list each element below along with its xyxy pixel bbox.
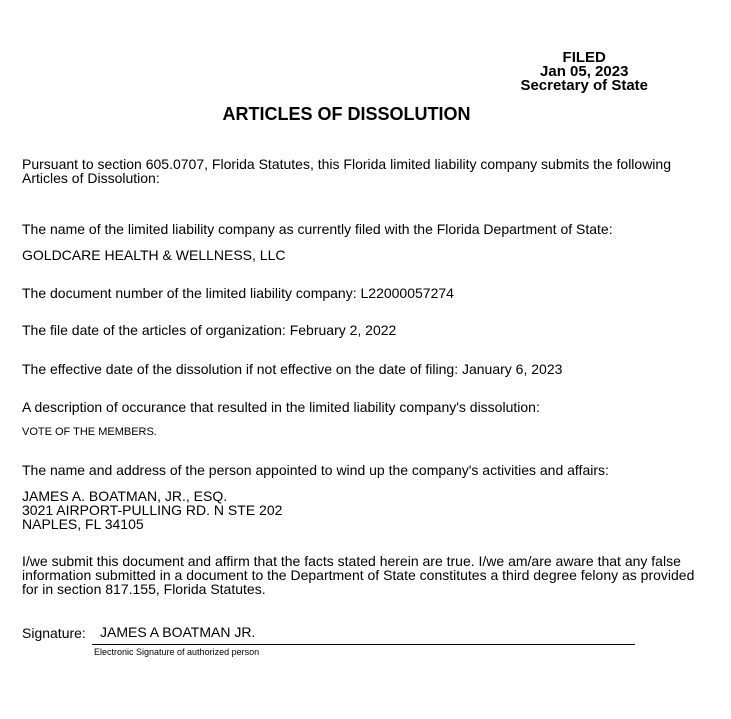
company-name-value: GOLDCARE HEALTH & WELLNESS, LLC	[22, 247, 286, 263]
company-name-label: The name of the limited liability company as currently filed with the Florida Department of State:	[22, 221, 613, 237]
file-date: The file date of the articles of organization: February 2, 2022	[22, 322, 397, 338]
affirmation-line-2: information submitted in a document to the Department of State constitutes a third degree felony as provided	[22, 567, 695, 583]
filed-office: Secretary of State	[520, 77, 648, 94]
filed-stamp	[520, 51, 648, 93]
occurrence-label: A description of occurance that resulted in the limited liability company's dissolution:	[22, 399, 540, 415]
occurrence-value: VOTE OF THE MEMBERS.	[22, 426, 157, 438]
intro-paragraph	[22, 157, 671, 185]
affirmation-paragraph	[22, 554, 694, 596]
document-number: The document number of the limited liability company: L22000057274	[22, 285, 454, 301]
signature-line	[92, 644, 635, 645]
intro-line-2: Articles of Dissolution:	[22, 170, 160, 186]
document-title: ARTICLES OF DISSOLUTION	[222, 104, 471, 124]
wind-up-block	[22, 489, 282, 531]
effective-date: The effective date of the dissolution if not effective on the date of filing: January 6, 2023	[22, 361, 563, 377]
affirmation-line-1: I/we submit this document and affirm that the facts stated herein are true. I/we am/are aware that any false	[22, 553, 681, 569]
filed-date: Jan 05, 2023	[540, 63, 629, 80]
intro-line-1: Pursuant to section 605.0707, Florida Statutes, this Florida limited liability company submits the following	[22, 156, 671, 172]
wind-up-address-1: 3021 AIRPORT-PULLING RD. N STE 202	[22, 502, 283, 518]
signature-caption: Electronic Signature of authorized person	[94, 647, 260, 657]
filed-label: FILED	[562, 49, 606, 66]
wind-up-label: The name and address of the person appointed to wind up the company's activities and affairs:	[22, 462, 609, 478]
wind-up-address-2: NAPLES, FL 34105	[22, 516, 144, 532]
signature-label: Signature:	[22, 625, 86, 641]
wind-up-name: JAMES A. BOATMAN, JR., ESQ.	[22, 488, 228, 504]
signature-value: JAMES A BOATMAN JR.	[100, 624, 256, 640]
affirmation-line-3: for in section 817.155, Florida Statutes.	[22, 581, 266, 597]
